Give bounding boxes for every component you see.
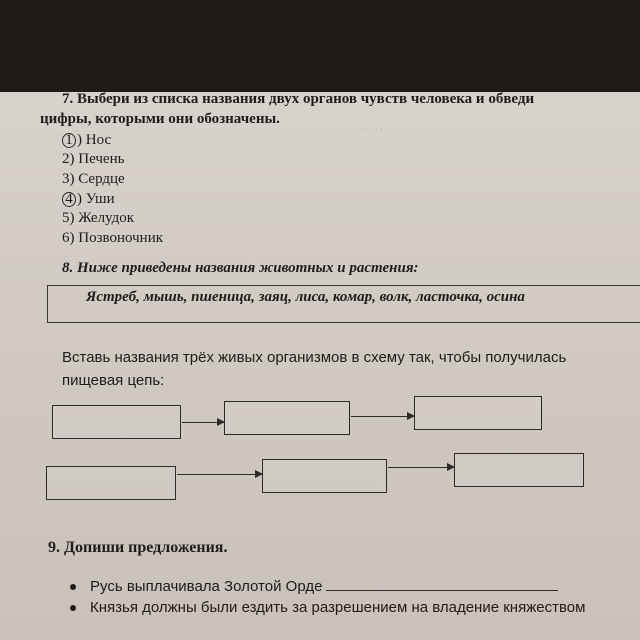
food-chain-1-box-2[interactable] xyxy=(224,401,350,435)
option-text: ) Нос xyxy=(77,132,112,148)
arrow-right-icon xyxy=(351,416,414,417)
q7-option-6 xyxy=(62,230,163,247)
bullet-text: Русь выплачивала Золотой Орде xyxy=(90,578,323,595)
arrow-right-icon xyxy=(182,422,224,423)
q8-instruction-line1: Вставь названия трёх живых организмов в схему так, чтобы получилась xyxy=(62,349,567,366)
q7-option-1 xyxy=(62,132,111,149)
option-text: ) Сердце xyxy=(69,171,125,187)
species-list-box xyxy=(47,285,640,323)
q7-option-2 xyxy=(62,151,124,168)
bleed-through: . . . . . . xyxy=(360,122,388,133)
option-text: ) Позвоночник xyxy=(69,230,164,246)
q7-option-4 xyxy=(62,191,115,208)
worksheet-page xyxy=(0,92,640,640)
q8-heading: 8. Ниже приведены названия животных и растения: xyxy=(62,260,419,276)
answer-blank[interactable] xyxy=(326,576,558,591)
option-number: 6 xyxy=(62,230,70,246)
option-number: 3 xyxy=(62,171,70,187)
q9-heading: 9. Допиши предложения. xyxy=(48,539,228,556)
q7-option-5 xyxy=(62,210,134,227)
q9-bullet-2 xyxy=(70,599,585,616)
option-text: ) Печень xyxy=(69,151,125,167)
option-number: 2 xyxy=(62,151,70,167)
arrow-right-icon xyxy=(388,467,454,468)
bullet-text: Князья должны были ездить за разрешением на владение княжеством xyxy=(90,599,586,616)
circled-number: 4 xyxy=(62,192,76,207)
q8-instruction-line2: пищевая цепь: xyxy=(62,372,165,389)
option-text: ) Уши xyxy=(77,191,115,207)
arrow-right-icon xyxy=(177,474,262,475)
bullet-icon xyxy=(70,584,76,590)
q7-heading-line2: цифры, которыми они обозначены. xyxy=(40,111,280,127)
q9-bullet-1 xyxy=(70,576,558,595)
food-chain-1-box-3[interactable] xyxy=(414,396,542,430)
option-number: 5 xyxy=(62,210,70,226)
species-list: Ястреб, мышь, пшеница, заяц, лиса, комар, волк, ласточка, осина xyxy=(86,289,525,305)
food-chain-1-box-1[interactable] xyxy=(52,405,181,439)
q7-option-3 xyxy=(62,171,125,188)
circled-number: 1 xyxy=(62,133,76,148)
q7-heading-line1: 7. Выбери из списка названия двух органов чувств человека и обведи xyxy=(62,92,535,107)
food-chain-2-box-1[interactable] xyxy=(46,466,176,500)
bullet-icon xyxy=(70,605,76,611)
option-text: ) Желудок xyxy=(69,210,135,226)
food-chain-2-box-2[interactable] xyxy=(262,459,387,493)
food-chain-2-box-3[interactable] xyxy=(454,453,584,487)
